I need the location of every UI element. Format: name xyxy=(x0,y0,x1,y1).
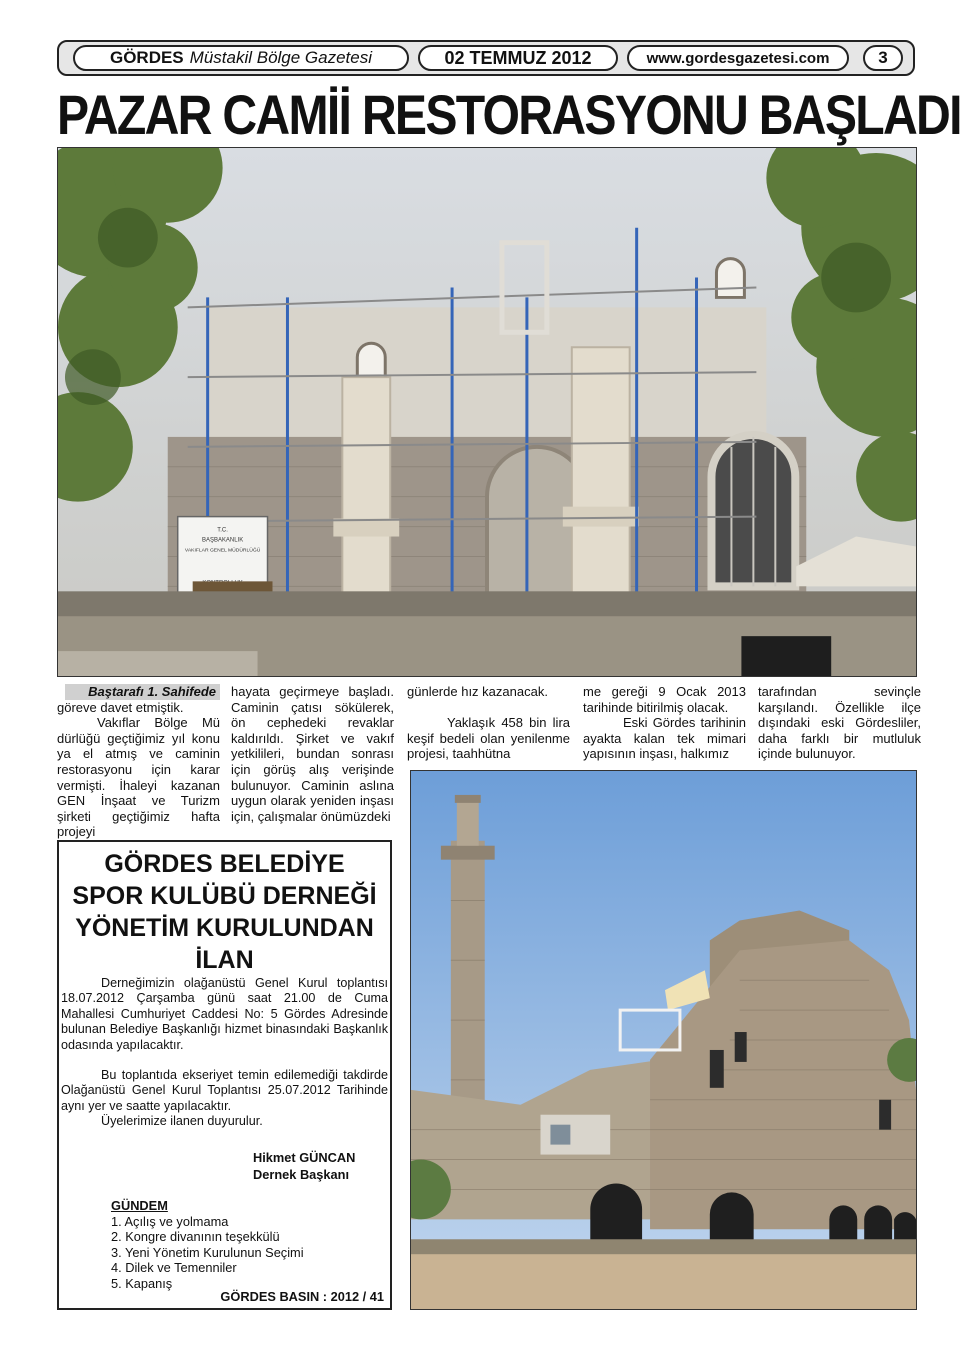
col4-text-a: me gereği 9 Ocak 2013 tarihinde bitirilmiş olacak. xyxy=(583,684,746,715)
signer-name: Hikmet GÜNCAN xyxy=(253,1150,356,1165)
issue-date: 02 TEMMUZ 2012 xyxy=(418,45,618,71)
announcement-title-line-2: SPOR KULÜBÜ DERNEĞİ xyxy=(72,882,377,910)
article-column-2 xyxy=(231,684,394,824)
page-number: 3 xyxy=(863,45,903,71)
col2-text: hayata geçirmeye başladı. Caminin çatısı sökülerek, ön cephedeki revaklar kaldırıldı. Şirket ve vakıf yetkilileri, bundan sonrası için görüş alış verişinde bulunuyor. Caminin aslına uygun olarak yeniden inşası için, çalışmalar önümüzdeki xyxy=(231,684,394,824)
announcement-title-line-1: GÖRDES BELEDİYE xyxy=(104,850,345,878)
announcement-title-line-3: YÖNETİM KURULUNDAN xyxy=(75,914,374,942)
article-column-4 xyxy=(583,684,746,762)
signer-title: Dernek Başkanı xyxy=(253,1167,350,1182)
col4-text-b: Eski Gördes tarihinin ayakta kalan tek mimari yapısının inşası, halkımız xyxy=(583,715,746,762)
mosque-restoration-photo xyxy=(57,147,917,677)
signature-block xyxy=(253,1149,355,1183)
mosque-restoration-illustration xyxy=(58,148,916,676)
paper-name: GÖRDES xyxy=(109,48,184,67)
announcement-para-1: Derneğimizin olağanüstü Genel Kurul toplantısı 18.07.2012 Çarşamba günü saat 21.00 de Cuma Mahallesi Cumhuriyet Caddesi No: 5 Gördes Adresinde bulunan Belediye Başkanlığı hizmet binasındaki Başkanlık odasında yapılacaktır. xyxy=(61,976,388,1052)
sign-line-1: T.C. xyxy=(217,527,228,534)
old-mosque-minaret-photo xyxy=(410,770,917,1310)
announcement-para-2: Bu toplantıda ekseriyet temin edilemediği takdirde Olağanüstü Genel Kurul Toplantısı 25.07.2012 Tarihinde aynı yer ve saatte yapılacaktır. xyxy=(61,1068,388,1113)
announcement-para-3: Üyelerimize ilanen duyurulur. xyxy=(101,1114,263,1129)
paper-subtitle: Müstakil Bölge Gazetesi xyxy=(189,48,373,67)
website-url: www.gordesgazetesi.com xyxy=(627,45,849,71)
col1-text-a: göreve davet etmiştik. xyxy=(57,699,184,715)
masthead-bar xyxy=(57,40,915,76)
announcement-title-line-4: İLAN xyxy=(195,946,254,974)
col5-text: tarafından sevinçle karşılandı. Özellikle ilçe dışındaki eski Gördesliler, daha farklı bir mutluluk içinde bulunuyor. xyxy=(758,684,921,762)
announcement-box xyxy=(57,840,392,1310)
article-column-5 xyxy=(758,684,921,762)
agenda-block xyxy=(111,1198,304,1291)
agenda-item: 3. Yeni Yönetim Kurulunun Seçimi xyxy=(111,1244,304,1260)
col3-text-a: günlerde hız kazanacak. xyxy=(407,684,548,699)
col1-text-b: Vakıflar Bölge Mü dürlüğü geçtiğimiz yıl konu ya el atmış ve caminin restorasyonu için karar vermişti. İhaleyi kazanan GEN İnşaat ve Turizm şirketi geçtiğimiz hafta projeyi xyxy=(57,715,220,840)
sign-line-2: BAŞBAKANLIK xyxy=(202,537,244,544)
article-headline: PAZAR CAMİİ RESTORASYONU BAŞLADI xyxy=(57,83,961,146)
article-column-1 xyxy=(57,684,220,840)
agenda-item: 2. Kongre divanının teşekkülü xyxy=(111,1229,280,1244)
sign-line-3: VAKIFLAR GENEL MÜDÜRLÜĞÜ xyxy=(184,547,261,554)
press-reference: GÖRDES BASIN : 2012 / 41 xyxy=(220,1289,384,1304)
announcement-body xyxy=(61,976,388,1130)
agenda-list xyxy=(111,1214,304,1292)
agenda-title: GÜNDEM xyxy=(111,1198,168,1213)
article-column-3 xyxy=(407,684,570,762)
agenda-item: 1. Açılış ve yolmama xyxy=(111,1213,229,1229)
continued-tag: Baştarafı 1. Sahifede xyxy=(65,684,220,700)
col3-text-b: Yaklaşık 458 bin lira keşif bedeli olan yenilenme projesi, taahhütna xyxy=(407,715,570,762)
agenda-item: 4. Dilek ve Temenniler xyxy=(111,1260,237,1275)
agenda-item: 5. Kapanış xyxy=(111,1275,173,1291)
old-mosque-illustration xyxy=(411,771,916,1309)
announcement-title xyxy=(59,848,390,976)
paper-name-pill xyxy=(73,45,409,71)
